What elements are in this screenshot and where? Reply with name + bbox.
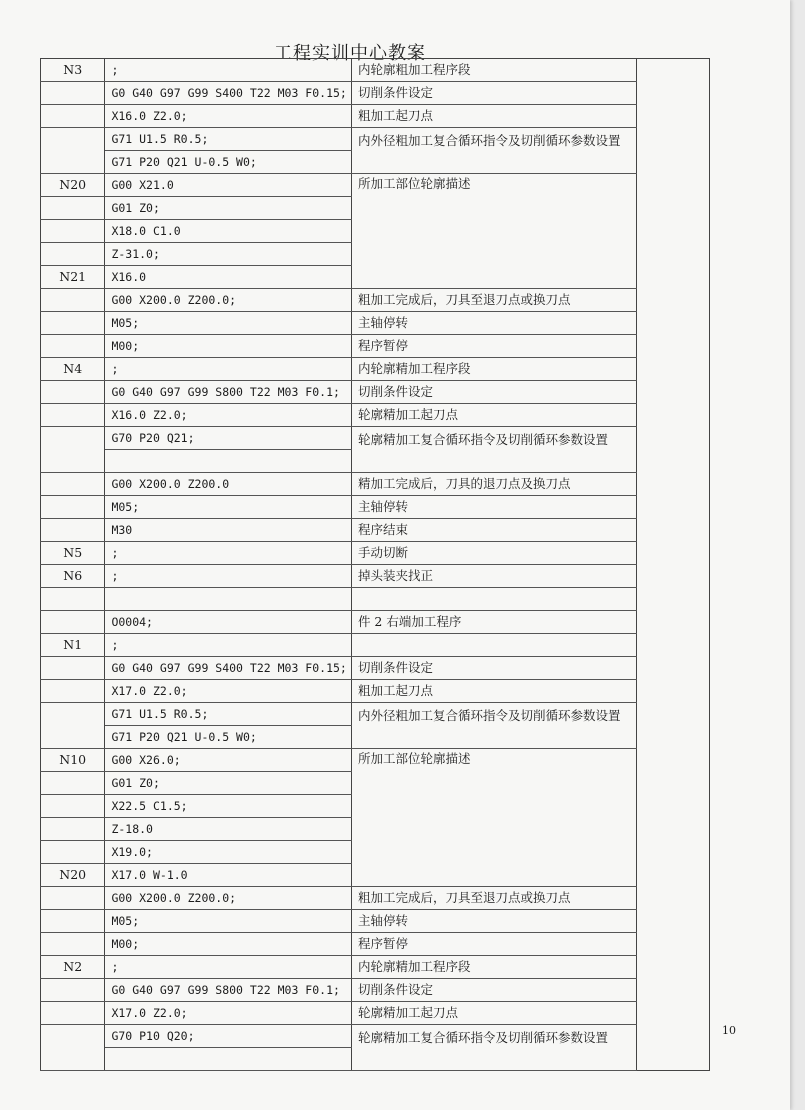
- block-number: N1: [41, 634, 105, 657]
- code-description: 轮廓精加工起刀点: [351, 404, 636, 427]
- block-number: N2: [41, 956, 105, 979]
- table-row: [41, 657, 710, 680]
- table-row: [41, 956, 710, 979]
- program-code: G0 G40 G97 G99 S800 T22 M03 F0.1;: [105, 979, 352, 1002]
- program-code: Z-31.0;: [105, 243, 352, 266]
- block-number: [41, 243, 105, 266]
- code-description: [351, 588, 636, 611]
- program-code: ;: [105, 634, 352, 657]
- table-row: [41, 611, 710, 634]
- table-row: [41, 703, 710, 726]
- program-code: G00 X200.0 Z200.0;: [105, 289, 352, 312]
- block-number: [41, 588, 105, 611]
- block-number: [41, 795, 105, 818]
- code-description: 程序暂停: [351, 933, 636, 956]
- table-row: [41, 910, 710, 933]
- block-number: [41, 680, 105, 703]
- program-code: M00;: [105, 335, 352, 358]
- block-number: [41, 450, 105, 473]
- program-code: X16.0 Z2.0;: [105, 105, 352, 128]
- block-number: [41, 887, 105, 910]
- block-number: [41, 1048, 105, 1071]
- code-description: 粗加工起刀点: [351, 680, 636, 703]
- table-row: [41, 542, 710, 565]
- block-number: N4: [41, 358, 105, 381]
- code-description: 手动切断: [351, 542, 636, 565]
- table-row: [41, 82, 710, 105]
- code-description: 内外径粗加工复合循环指令及切削循环参数设置: [351, 128, 636, 174]
- block-number: N20: [41, 864, 105, 887]
- code-description: 内外径粗加工复合循环指令及切削循环参数设置: [351, 703, 636, 749]
- program-code: X18.0 C1.0: [105, 220, 352, 243]
- program-code: X19.0;: [105, 841, 352, 864]
- table-row: [41, 312, 710, 335]
- program-code: G00 X26.0;: [105, 749, 352, 772]
- program-table-body: [41, 59, 710, 1071]
- table-row: [41, 519, 710, 542]
- code-description: 内轮廓精加工程序段: [351, 956, 636, 979]
- program-code: G71 U1.5 R0.5;: [105, 703, 352, 726]
- block-number: N20: [41, 174, 105, 197]
- table-row: [41, 680, 710, 703]
- code-description: 轮廓精加工复合循环指令及切削循环参数设置: [351, 427, 636, 473]
- program-code: G70 P10 Q20;: [105, 1025, 352, 1048]
- page-title: 工程实训中心教案: [274, 43, 426, 64]
- table-row: [41, 335, 710, 358]
- table-row: [41, 358, 710, 381]
- code-description: 程序结束: [351, 519, 636, 542]
- program-code: ;: [105, 59, 352, 82]
- block-number: [41, 312, 105, 335]
- code-description: 主轴停转: [351, 496, 636, 519]
- block-number: [41, 611, 105, 634]
- table-row: [41, 749, 710, 772]
- code-description: 程序暂停: [351, 335, 636, 358]
- table-row: [41, 979, 710, 1002]
- block-number: [41, 128, 105, 151]
- program-code: M05;: [105, 496, 352, 519]
- program-code: ;: [105, 542, 352, 565]
- program-code: Z-18.0: [105, 818, 352, 841]
- block-number: [41, 496, 105, 519]
- block-number: N21: [41, 266, 105, 289]
- table-row: [41, 427, 710, 450]
- block-number: N6: [41, 565, 105, 588]
- block-number: [41, 473, 105, 496]
- program-code: ;: [105, 565, 352, 588]
- block-number: [41, 335, 105, 358]
- code-description: 内轮廓精加工程序段: [351, 358, 636, 381]
- block-number: [41, 289, 105, 312]
- table-row: [41, 496, 710, 519]
- block-number: N5: [41, 542, 105, 565]
- block-number: [41, 151, 105, 174]
- code-description: 轮廓精加工复合循环指令及切削循环参数设置: [351, 1025, 636, 1071]
- table-row: [41, 1002, 710, 1025]
- program-code: G00 X21.0: [105, 174, 352, 197]
- code-description: 所加工部位轮廓描述: [351, 749, 636, 887]
- block-number: [41, 818, 105, 841]
- program-code: X17.0 Z2.0;: [105, 680, 352, 703]
- block-number: [41, 519, 105, 542]
- program-code: X17.0 Z2.0;: [105, 1002, 352, 1025]
- code-description: 掉头装夹找正: [351, 565, 636, 588]
- block-number: [41, 220, 105, 243]
- program-code: [105, 588, 352, 611]
- program-code: G70 P20 Q21;: [105, 427, 352, 450]
- program-code: G00 X200.0 Z200.0: [105, 473, 352, 496]
- program-code: G01 Z0;: [105, 772, 352, 795]
- program-code: G0 G40 G97 G99 S800 T22 M03 F0.1;: [105, 381, 352, 404]
- program-table: [40, 58, 710, 1071]
- program-code: G00 X200.0 Z200.0;: [105, 887, 352, 910]
- code-description: 切削条件设定: [351, 979, 636, 1002]
- remarks-column: [637, 59, 710, 1071]
- program-code: X17.0 W-1.0: [105, 864, 352, 887]
- block-number: [41, 197, 105, 220]
- block-number: [41, 772, 105, 795]
- table-row: [41, 1025, 710, 1048]
- program-code: G0 G40 G97 G99 S400 T22 M03 F0.15;: [105, 82, 352, 105]
- program-code: G71 U1.5 R0.5;: [105, 128, 352, 151]
- table-row: [41, 59, 710, 82]
- block-number: N10: [41, 749, 105, 772]
- program-code: ;: [105, 956, 352, 979]
- program-code: M00;: [105, 933, 352, 956]
- block-number: [41, 726, 105, 749]
- program-code: X16.0: [105, 266, 352, 289]
- block-number: [41, 910, 105, 933]
- table-row: [41, 588, 710, 611]
- program-code: [105, 450, 352, 473]
- program-code: M05;: [105, 312, 352, 335]
- code-description: 粗加工起刀点: [351, 105, 636, 128]
- code-description: 主轴停转: [351, 910, 636, 933]
- table-row: [41, 887, 710, 910]
- block-number: [41, 105, 105, 128]
- program-code: X16.0 Z2.0;: [105, 404, 352, 427]
- block-number: [41, 404, 105, 427]
- code-description: 切削条件设定: [351, 657, 636, 680]
- program-code: G0 G40 G97 G99 S400 T22 M03 F0.15;: [105, 657, 352, 680]
- code-description: 切削条件设定: [351, 381, 636, 404]
- table-row: [41, 289, 710, 312]
- block-number: [41, 427, 105, 450]
- block-number: N3: [41, 59, 105, 82]
- code-description: 精加工完成后，刀具的退刀点及换刀点: [351, 473, 636, 496]
- block-number: [41, 381, 105, 404]
- code-description: 件 2 右端加工程序: [351, 611, 636, 634]
- block-number: [41, 1002, 105, 1025]
- code-description: 内轮廓粗加工程序段: [351, 59, 636, 82]
- code-description: 主轴停转: [351, 312, 636, 335]
- block-number: [41, 933, 105, 956]
- program-code: O0004;: [105, 611, 352, 634]
- code-description: 所加工部位轮廓描述: [351, 174, 636, 289]
- block-number: [41, 82, 105, 105]
- code-description: 粗加工完成后，刀具至退刀点或换刀点: [351, 289, 636, 312]
- table-row: [41, 128, 710, 151]
- program-code: [105, 1048, 352, 1071]
- program-code: G71 P20 Q21 U-0.5 W0;: [105, 151, 352, 174]
- table-row: [41, 473, 710, 496]
- program-code: M30: [105, 519, 352, 542]
- block-number: [41, 979, 105, 1002]
- program-code: G01 Z0;: [105, 197, 352, 220]
- block-number: [41, 841, 105, 864]
- program-code: X22.5 C1.5;: [105, 795, 352, 818]
- table-row: [41, 565, 710, 588]
- table-row: [41, 381, 710, 404]
- table-row: [41, 404, 710, 427]
- code-description: 切削条件设定: [351, 82, 636, 105]
- table-row: [41, 634, 710, 657]
- block-number: [41, 1025, 105, 1048]
- table-row: [41, 933, 710, 956]
- block-number: [41, 657, 105, 680]
- program-code: M05;: [105, 910, 352, 933]
- program-code: ;: [105, 358, 352, 381]
- program-code: G71 P20 Q21 U-0.5 W0;: [105, 726, 352, 749]
- page-number: 10: [722, 1024, 736, 1037]
- code-description: 粗加工完成后，刀具至退刀点或换刀点: [351, 887, 636, 910]
- table-row: [41, 105, 710, 128]
- code-description: 轮廓精加工起刀点: [351, 1002, 636, 1025]
- block-number: [41, 703, 105, 726]
- code-description: [351, 634, 636, 657]
- table-row: [41, 174, 710, 197]
